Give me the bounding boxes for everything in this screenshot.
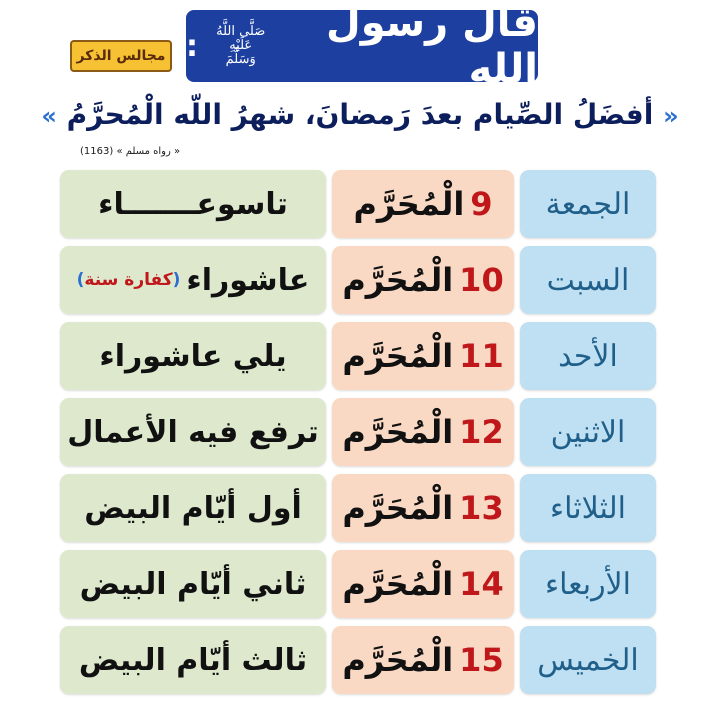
title-banner <box>186 0 538 92</box>
month-name: الْمُحَرَّم <box>342 489 454 527</box>
event-cell <box>60 398 326 466</box>
date-cell <box>332 322 514 390</box>
table-row <box>0 170 720 238</box>
day-name: الاثنين <box>520 398 656 466</box>
table-row <box>0 398 720 466</box>
day-number: 12 <box>459 413 504 451</box>
date-cell <box>332 474 514 542</box>
month-name: الْمُحَرَّم <box>342 413 454 451</box>
title-text: قال رسول الله <box>326 0 538 92</box>
title-colon: : <box>186 28 198 64</box>
salawat-line1: صَلَّى اللَّهُ <box>216 24 266 39</box>
event-cell <box>60 246 326 314</box>
day-name: الأحد <box>520 322 656 390</box>
month-name: الْمُحَرَّم <box>353 185 465 223</box>
event-cell <box>60 322 326 390</box>
table-row <box>0 322 720 390</box>
event-label: أول أيّام البيض <box>84 490 302 526</box>
day-number: 15 <box>459 641 504 679</box>
badge-open-paren: ( <box>172 270 181 290</box>
date-cell <box>332 550 514 618</box>
day-name: الجمعة <box>520 170 656 238</box>
hadith-text <box>40 98 680 146</box>
day-number: 14 <box>459 565 504 603</box>
hadith-close-bracket: » <box>41 102 57 130</box>
day-number: 11 <box>459 337 504 375</box>
event-label: ثاني أيّام البيض <box>79 566 307 602</box>
event-label: يلي عاشوراء <box>99 338 287 374</box>
table-row <box>0 246 720 314</box>
event-label: ترفع فيه الأعمال <box>67 414 319 450</box>
salawat-mark <box>216 25 265 67</box>
event-cell <box>60 626 326 694</box>
day-name: السبت <box>520 246 656 314</box>
day-number: 10 <box>459 261 504 299</box>
event-cell <box>60 550 326 618</box>
date-cell <box>332 398 514 466</box>
hadith-source: « رواه مسلم » (1163) <box>80 146 181 157</box>
logo: مجالس الذكر <box>70 40 172 72</box>
date-cell <box>332 170 514 238</box>
event-cell <box>60 474 326 542</box>
event-label: عاشوراء <box>186 262 310 298</box>
event-label: ثالث أيّام البيض <box>78 642 308 678</box>
table-row <box>0 550 720 618</box>
event-cell <box>60 170 326 238</box>
salawat-line2: عَلَيْهِ وَسَلَّمَ <box>225 38 256 67</box>
month-name: الْمُحَرَّم <box>342 337 454 375</box>
table-row <box>0 626 720 694</box>
expiation-badge <box>77 270 181 290</box>
month-name: الْمُحَرَّم <box>342 261 454 299</box>
day-number: 9 <box>470 185 493 223</box>
day-name: الثلاثاء <box>520 474 656 542</box>
day-name: الخميس <box>520 626 656 694</box>
badge-text: كفارة سنة <box>84 270 173 290</box>
hadith-open-bracket: « <box>663 102 679 130</box>
event-label: تاسوعـــــــاء <box>98 186 288 222</box>
hadith-body: أفضَلُ الصِّيام بعدَ رَمضانَ، شهرُ اللّه الْمُحرَّمُ <box>66 98 654 131</box>
date-cell <box>332 246 514 314</box>
day-number: 13 <box>459 489 504 527</box>
month-name: الْمُحَرَّم <box>342 641 454 679</box>
table-row <box>0 474 720 542</box>
month-name: الْمُحَرَّم <box>342 565 454 603</box>
badge-close-paren: ) <box>76 270 85 290</box>
day-name: الأربعاء <box>520 550 656 618</box>
date-cell <box>332 626 514 694</box>
